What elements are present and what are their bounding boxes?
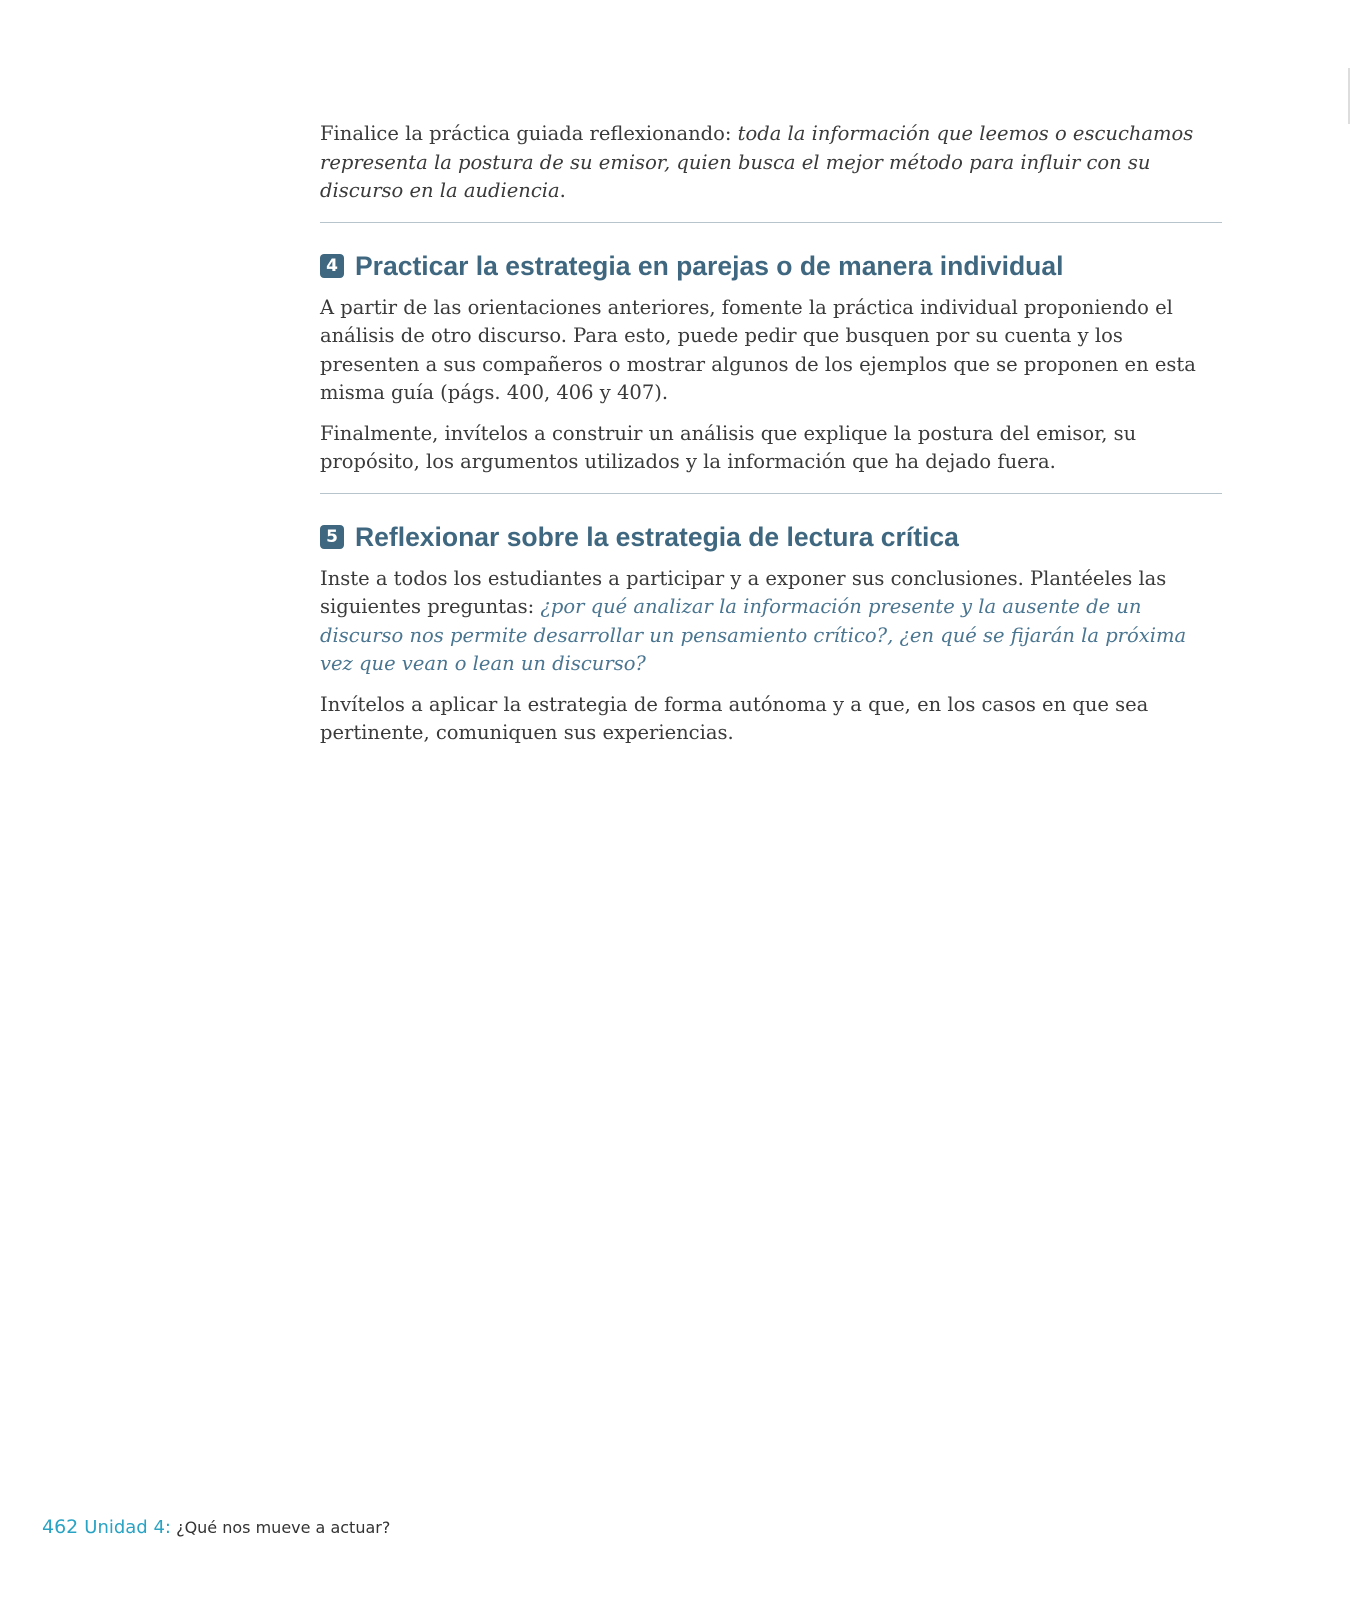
section-title: Reflexionar sobre la estrategia de lectura crítica bbox=[355, 521, 959, 552]
intro-end: . bbox=[559, 179, 566, 202]
intro-italic: toda la información que leemos o escuchamos representa la postura de su emisor, quien busca el mejor método para influir con su discurso en la audiencia bbox=[320, 122, 1194, 202]
section-number-badge: 5 bbox=[320, 525, 344, 549]
section-4 bbox=[320, 223, 1222, 477]
page-number: 462 bbox=[42, 1516, 79, 1538]
section-number-badge: 4 bbox=[320, 254, 344, 278]
intro-paragraph bbox=[320, 120, 1222, 206]
section-paragraph: Finalmente, invítelos a construir un análisis que explique la postura del emisor, su propósito, los argumentos utilizados y la información que ha dejado fuera. bbox=[320, 421, 1137, 473]
unit-title: ¿Qué nos mueve a actuar? bbox=[176, 1518, 391, 1537]
page-content bbox=[320, 120, 1222, 748]
questions-lead: Inste a todos los estudiantes a participar y a exponer sus conclusiones. Plantéeles las siguientes preguntas: bbox=[320, 566, 1167, 618]
section-paragraph: A partir de las orientaciones anteriores, fomente la práctica individual proponiendo el análisis de otro discurso. Para esto, puede pedir que busquen por su cuenta y los presenten a sus compañeros o mostrar algunos de los ejemplos que se proponen en esta misma guía (págs. 400, 406 y 407). bbox=[320, 295, 1196, 404]
section-5 bbox=[320, 494, 1222, 748]
section-heading bbox=[320, 522, 1222, 553]
section-paragraph bbox=[320, 565, 1222, 679]
intro-lead: Finalice la práctica guiada reflexionando: bbox=[320, 122, 738, 145]
page-footer bbox=[42, 1516, 390, 1538]
reflection-questions: ¿por qué analizar la información presente y la ausente de un discurso nos permite desarrollar un pensamiento crítico?, ¿en qué se fijarán la próxima vez que vean o lean un discurso? bbox=[320, 595, 1187, 675]
section-title: Practicar la estrategia en parejas o de manera individual bbox=[355, 250, 1064, 281]
section-paragraph: Invítelos a aplicar la estrategia de forma autónoma y a que, en los casos en que sea pertinente, comuniquen sus experiencias. bbox=[320, 692, 1149, 744]
unit-label: Unidad 4: bbox=[84, 1517, 171, 1538]
section-heading bbox=[320, 251, 1222, 282]
